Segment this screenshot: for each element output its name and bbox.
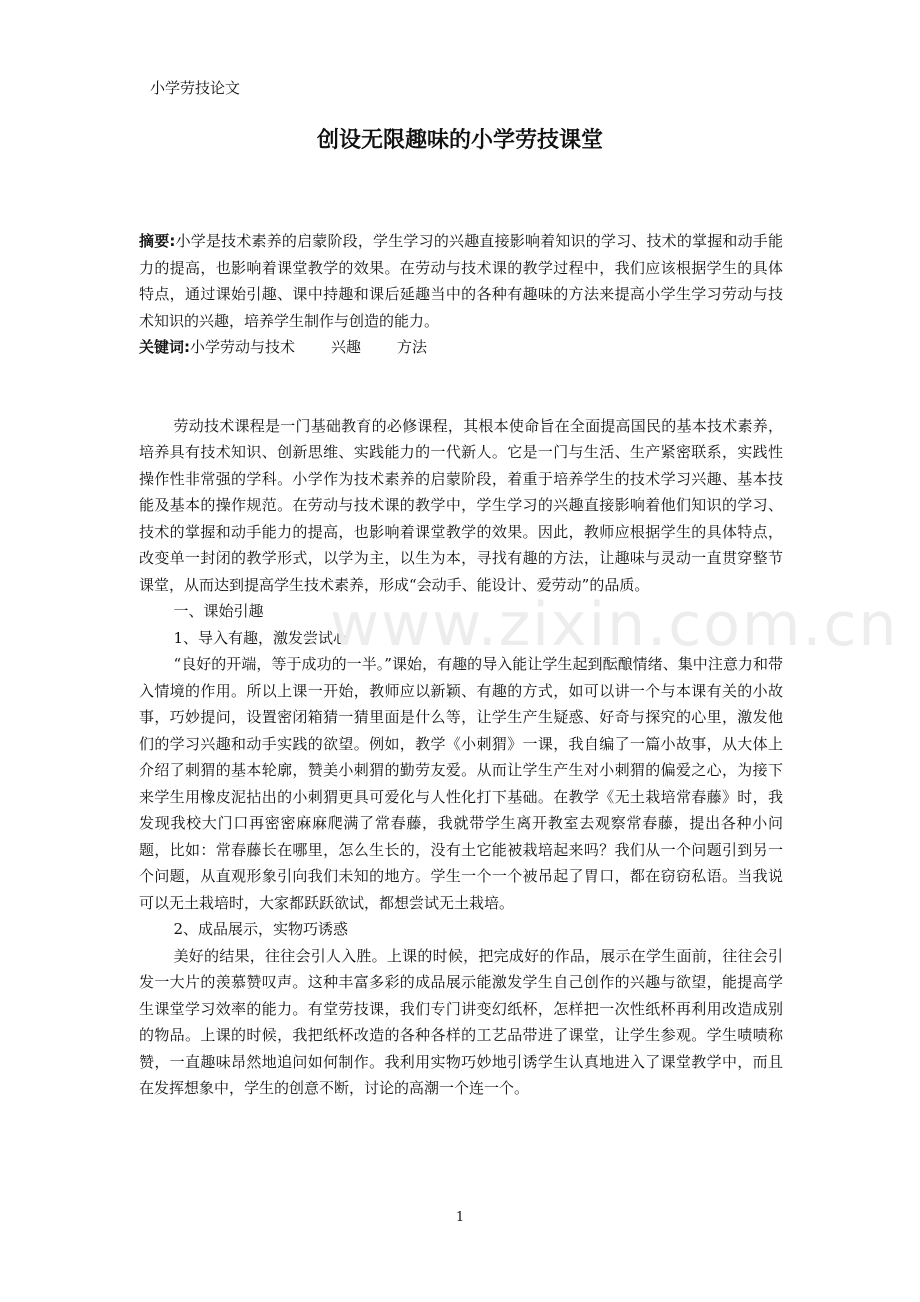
subsection-heading: 2、成品展示，实物巧诱惑 <box>173 920 349 938</box>
body-paragraph: 美好的结果，往往会引人入胜。上课的时候，把完成好的作品，展示在学生面前，往往会引发一大片的羡慕赞叹声。这种丰富多彩的成品展示能激发学生自己创作的兴趣与欲望，能提高学生课堂学习效率的能力。有堂劳技课，我们专门讲变幻纸杯，怎样把一次性纸杯再利用改造成别的物品。上课的时候，我把纸杯改造的各种各样的工艺品带进了课堂，让学生参观。学生啧啧称赞，一直趣味昂然地追问如何制作。我利用实物巧妙地引诱学生认真地进入了课堂教学中，而且在发挥想象中，学生的创意不断，讨论的高潮一个连一个。 <box>139 946 783 1097</box>
intro-paragraph: 劳动技术课程是一门基础教育的必修课程，其根本使命旨在全面提高国民的基本技术素养，培养具有技术知识、创新思维、实践能力的一代新人。它是一门与生活、生产紧密联系，实践性操作性非常强的学科。小学作为技术素养的启蒙阶段，着重于培养学生的技术学习兴趣、基本技能及基本的操作规范。在劳动与技术课的教学中，学生学习的兴趣直接影响着他们知识的学习、技术的掌握和动手能力的提高，也影响着课堂教学的效果。因此，教师应根据学生的具体特点，改变单一封闭的教学形式，以学为主，以生为本，寻找有趣的方法，让趣味与灵动一直贯穿整节课堂，从而达到提高学生技术素养，形成“会动手、能设计、爱劳动”的品质。 <box>139 416 783 594</box>
watermark: www.zixin.com.cn <box>330 590 899 660</box>
section-heading: 一、课始引趣 <box>173 602 264 620</box>
page-number: 1 <box>455 1210 465 1225</box>
abstract-label: 摘要: <box>139 232 176 250</box>
abstract-paragraph <box>139 228 783 334</box>
header-label: 小学劳技论文 <box>150 79 241 97</box>
abstract-text: 小学是技术素养的启蒙阶段，学生学习的兴趣直接影响着知识的学习、技术的掌握和动手能力的提高，也影响着课堂教学的效果。在劳动与技术课的教学过程中，我们应该根据学生的具体特点，通过课始引趣、课中持趣和课后延趣当中的各种有趣味的方法来提高小学生学习劳动与技术知识的兴趣，培养学生制作与创造的能力。 <box>139 232 783 330</box>
keyword-item: 方法 <box>397 338 428 356</box>
page-title: 创设无限趣味的小学劳技课堂 <box>316 128 603 153</box>
keyword-item: 小学劳动与技术 <box>190 338 296 356</box>
document-body <box>139 228 783 1102</box>
subsection-heading: 1、导入有趣，激发尝试心 <box>173 628 349 647</box>
keywords-label: 关键词: <box>139 338 190 356</box>
body-paragraph: “良好的开端，等于成功的一半。”课始，有趣的导入能让学生起到酝酿情绪、集中注意力和带入情境的作用。所以上课一开始，教师应以新颖、有趣的方式，如可以讲一个与本课有关的小故事，巧妙提问，设置密闭箱猜一猜里面是什么等，让学生产生疑惑、好奇与探究的心里，激发他们的学习兴趣和动手实践的欲望。例如，教学《小刺猬》一课，我自编了一篇小故事，从大体上介绍了刺猬的基本轮廓，赞美小刺猬的勤劳友爱。从而让学生产生对小刺猬的偏爱之心，为接下来学生用橡皮泥拈出的小刺猬更具可爱化与人性化打下基础。在教学《无土栽培常春藤》时，我发现我校大门口再密密麻麻爬满了常春藤，我就带学生离开教室去观察常春藤，提出各种小问题，比如：常春藤长在哪里，怎么生长的，没有土它能被栽培起来吗？我们从一个问题引到另一个问题，从直观形象引向我们未知的地方。学生一个一个被吊起了胃口，都在窃窃私语。当我说可以无土栽培时，大家都跃跃欲试，都想尝试无土栽培。 <box>139 655 783 912</box>
keyword-item: 兴趣 <box>331 338 362 356</box>
keywords-line <box>139 334 783 361</box>
